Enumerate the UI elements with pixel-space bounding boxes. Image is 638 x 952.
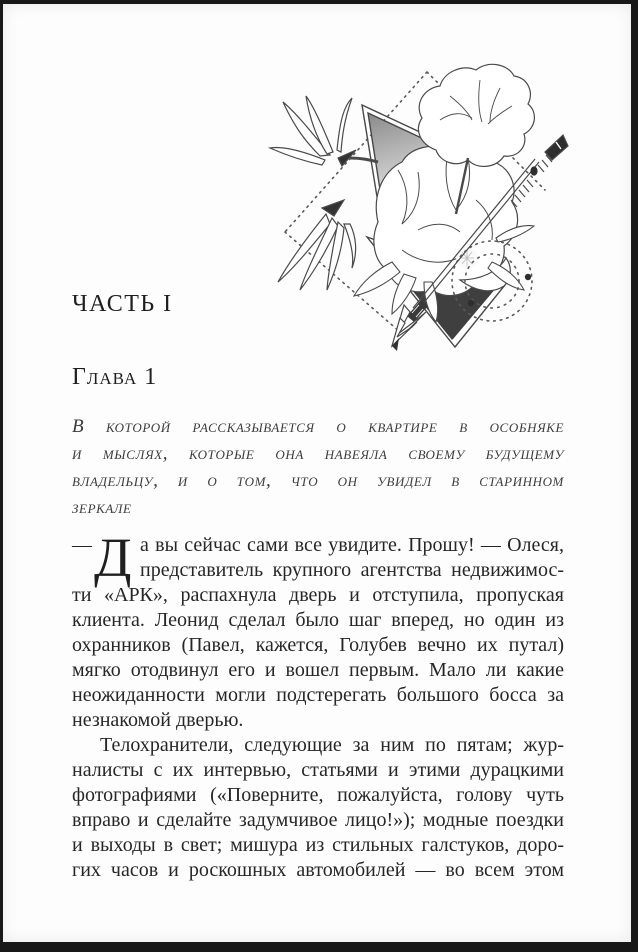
epigraph-line: зеркале [72, 497, 132, 518]
body-line: представитель крупного агентства недвижимос- [140, 559, 564, 581]
body-line: гих часов и роскошных автомобилей — во всем этом [72, 859, 564, 881]
body-text [72, 527, 564, 883]
epigraph-line: и мыслях, которые она навеяла своему будущему [72, 443, 564, 464]
body-line: фотографиями («Поверните, пожалуйста, голову чуть [72, 784, 564, 806]
em-dash: — [72, 534, 92, 556]
paragraph-1 [72, 527, 564, 733]
chapter-epigraph [72, 413, 564, 521]
body-line: охранников (Павел, кажется, Голубев вечно их путал) [72, 634, 564, 656]
part-title: ЧАСТЬ I [72, 291, 173, 317]
body-line: налисты с их интервью, статьями и этими дурацкими [72, 759, 564, 781]
body-line: Телохранители, следующие за ним по пятам; жур- [100, 734, 564, 756]
paragraph-2 [72, 733, 564, 883]
body-line: мягко отодвинул его и вошел первым. Мало ли какие [72, 659, 564, 681]
body-line: вправо и сделайте задумчивое лицо!»); модные поездки [72, 809, 564, 831]
body-line: незнакомой дверью. [72, 709, 244, 731]
body-line: неожиданности могли подстерегать большого босса за [72, 684, 564, 706]
body-line: клиента. Леонид сделал было шаг вперед, но один из [72, 609, 564, 631]
dropcap-group [72, 527, 140, 588]
drop-cap: Д [94, 527, 132, 588]
book-page [3, 4, 631, 942]
text-column [72, 4, 564, 883]
body-line: и выходы в свет; мишура из стильных галстуков, доро- [72, 834, 564, 856]
body-line: ти «АРК», распахнула дверь и отступила, пропуская [72, 584, 564, 606]
body-line: а вы сейчас сами все увидите. Прошу! — Олеся, [140, 534, 564, 556]
chapter-title: Глава 1 [72, 364, 158, 390]
epigraph-line: В которой рассказывается о квартире в особняке [72, 416, 564, 437]
epigraph-line: владельцу, и о том, что он увидел в старинном [72, 470, 564, 491]
